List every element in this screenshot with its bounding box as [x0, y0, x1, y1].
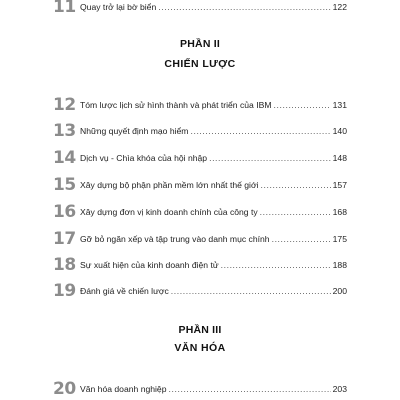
- page-number: 200: [332, 286, 347, 296]
- toc-entry[interactable]: [0, 147, 400, 169]
- dot-leader: [272, 228, 331, 250]
- chapter-title: Sự xuất hiện của kinh doanh điện tử: [80, 260, 219, 270]
- page-number: 140: [332, 126, 347, 136]
- dot-leader: [261, 174, 331, 196]
- page-number: 188: [332, 260, 347, 270]
- toc-entry[interactable]: [0, 254, 400, 276]
- page-number: 175: [332, 234, 347, 244]
- part-title: VĂN HÓA: [174, 342, 226, 354]
- toc-entry[interactable]: [0, 201, 400, 223]
- dot-leader: [221, 254, 331, 276]
- toc-entry[interactable]: [0, 378, 400, 400]
- page-number: 157: [332, 180, 347, 190]
- chapter-number: 11: [53, 0, 76, 17]
- dot-leader: [169, 378, 331, 400]
- page-number: 148: [332, 153, 347, 163]
- part-label: PHẦN II: [180, 38, 220, 50]
- page-number: 131: [332, 100, 347, 110]
- dot-leader: [190, 120, 330, 142]
- page-number: 168: [332, 207, 347, 217]
- dot-leader: [158, 0, 330, 18]
- chapter-title: Những quyết định mạo hiểm: [80, 126, 189, 136]
- page-number: 203: [332, 384, 347, 394]
- chapter-number: 16: [53, 202, 76, 222]
- chapter-number: 20: [53, 379, 76, 399]
- dot-leader: [171, 280, 331, 302]
- part-title: CHIẾN LƯỢC: [164, 58, 236, 70]
- chapter-title: Dịch vụ - Chìa khóa của hội nhập: [80, 153, 208, 163]
- chapter-title: Xây dựng bộ phận phần mềm lớn nhất thế giới: [80, 180, 259, 190]
- chapter-number: 19: [53, 281, 76, 301]
- chapter-number: 18: [53, 255, 76, 275]
- toc-entry[interactable]: [0, 228, 400, 250]
- chapter-title: Quay trở lại bờ biển: [80, 2, 157, 12]
- dot-leader: [274, 94, 331, 116]
- toc-entry[interactable]: [0, 120, 400, 142]
- chapter-title: Văn hóa doanh nghiệp: [80, 384, 167, 394]
- toc-entry[interactable]: [0, 280, 400, 302]
- dot-leader: [209, 147, 331, 169]
- toc-entry[interactable]: [0, 174, 400, 196]
- toc-entry[interactable]: [0, 94, 400, 116]
- chapter-title: Gỡ bỏ ngăn xếp và tập trung vào danh mục chính: [80, 234, 270, 244]
- toc-entry[interactable]: [0, 0, 400, 18]
- chapter-title: Tóm lược lịch sử hình thành và phát triển của IBM: [80, 100, 272, 110]
- chapter-number: 17: [53, 229, 76, 249]
- chapter-number: 13: [53, 121, 76, 141]
- dot-leader: [260, 201, 331, 223]
- part-label: PHẦN III: [178, 324, 222, 336]
- chapter-title: Đánh giá về chiến lược: [80, 286, 169, 296]
- page-number: 122: [332, 2, 347, 12]
- chapter-title: Xây dựng đơn vị kinh doanh chính của công ty: [80, 207, 258, 217]
- chapter-number: 15: [53, 175, 76, 195]
- chapter-number: 12: [53, 95, 76, 115]
- chapter-number: 14: [53, 148, 76, 168]
